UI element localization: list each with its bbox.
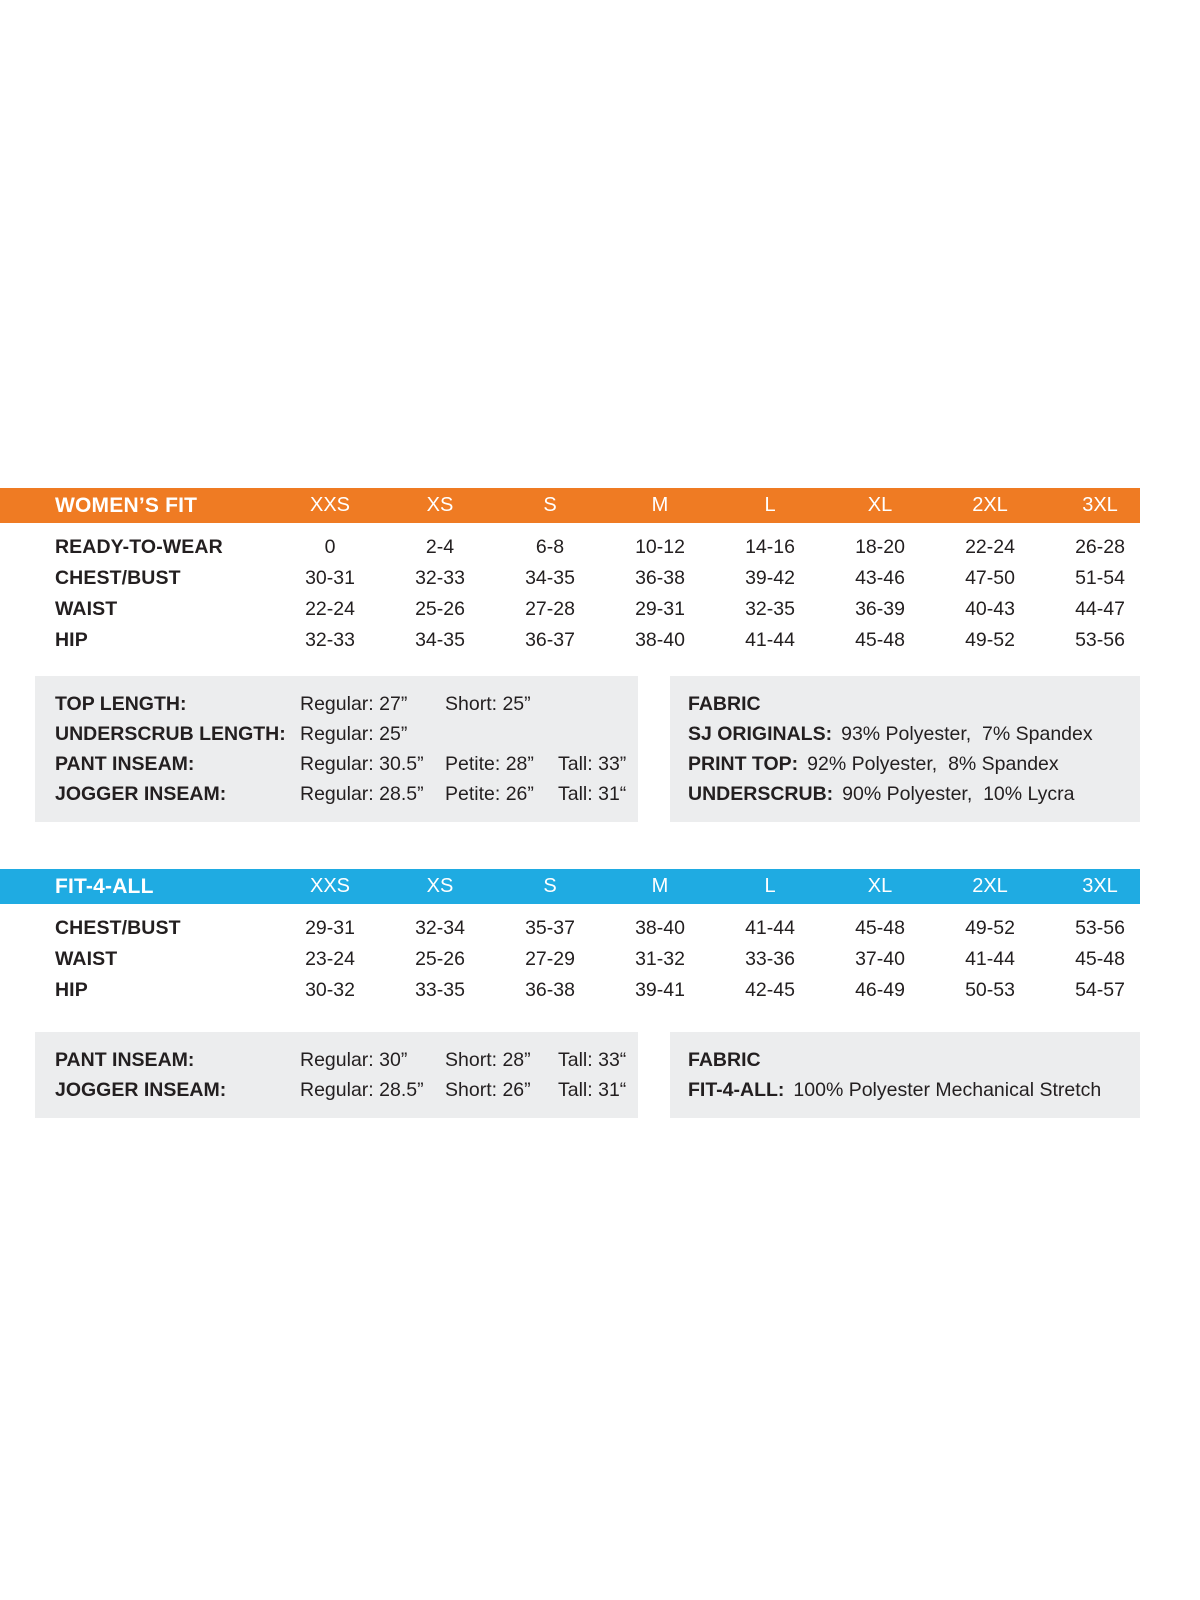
fabric-row-underscrub xyxy=(688,779,1140,809)
info-value: Short: 25” xyxy=(445,692,531,715)
fabric-value: 90% Polyester, 10% Lycra xyxy=(842,783,1075,805)
table-row-hip xyxy=(0,975,1200,1006)
cell: 32-33 xyxy=(305,629,355,651)
info-value: Tall: 33” xyxy=(558,752,627,775)
cell: 33-35 xyxy=(415,979,465,1001)
cell: 22-24 xyxy=(305,598,355,620)
table-row-chest-bust xyxy=(0,913,1200,944)
cell: 36-39 xyxy=(855,598,905,620)
row-label: HIP xyxy=(55,979,88,1001)
info-row-jogger-inseam xyxy=(55,1075,638,1105)
cell: 26-28 xyxy=(1075,536,1125,558)
info-value: Regular: 28.5” xyxy=(300,1078,424,1101)
cell: 41-44 xyxy=(745,917,795,939)
fabric-value: 93% Polyester, 7% Spandex xyxy=(841,723,1093,745)
info-label: JOGGER INSEAM: xyxy=(55,782,227,805)
size-column-header-xs: XS xyxy=(426,875,454,897)
cell: 45-48 xyxy=(855,629,905,651)
size-column-header-xl: XL xyxy=(867,494,893,516)
inseam-box xyxy=(35,1032,638,1118)
fit-4-all-section xyxy=(0,869,1200,1118)
cell: 47-50 xyxy=(965,567,1015,589)
cell: 34-35 xyxy=(525,567,575,589)
info-value: Petite: 28” xyxy=(445,752,534,775)
cell: 34-35 xyxy=(415,629,465,651)
size-column-header-3xl: 3XL xyxy=(1082,875,1118,897)
row-label: CHEST/BUST xyxy=(55,917,181,939)
cell: 41-44 xyxy=(745,629,795,651)
cell: 23-24 xyxy=(305,948,355,970)
fabric-label: UNDERSCRUB: xyxy=(688,783,834,805)
cell: 29-31 xyxy=(635,598,685,620)
info-value: Regular: 27” xyxy=(300,692,408,715)
info-label: TOP LENGTH: xyxy=(55,692,187,715)
cell: 29-31 xyxy=(305,917,355,939)
fabric-label: SJ ORIGINALS: xyxy=(688,723,833,745)
info-value: Regular: 25” xyxy=(300,722,408,745)
cell: 31-32 xyxy=(635,948,685,970)
cell: 49-52 xyxy=(965,629,1015,651)
fit-4-all-title: FIT-4-ALL xyxy=(55,874,154,898)
cell: 30-31 xyxy=(305,567,355,589)
fit-4-all-info-boxes xyxy=(35,1032,1200,1118)
cell: 51-54 xyxy=(1075,567,1125,589)
info-value: Tall: 31“ xyxy=(558,1078,627,1101)
cell: 49-52 xyxy=(965,917,1015,939)
info-value: Tall: 31“ xyxy=(558,782,627,805)
info-value: Petite: 26” xyxy=(445,782,534,805)
fabric-title: FABRIC xyxy=(688,1049,761,1071)
cell: 14-16 xyxy=(745,536,795,558)
fabric-row-print-top xyxy=(688,749,1140,779)
info-row-jogger-inseam xyxy=(55,779,638,809)
cell: 27-29 xyxy=(525,948,575,970)
cell: 25-26 xyxy=(415,948,465,970)
cell: 46-49 xyxy=(855,979,905,1001)
cell: 22-24 xyxy=(965,536,1015,558)
cell: 18-20 xyxy=(855,536,905,558)
cell: 10-12 xyxy=(635,536,685,558)
cell: 39-42 xyxy=(745,567,795,589)
cell: 32-34 xyxy=(415,917,465,939)
table-row-hip xyxy=(0,625,1200,656)
cell: 38-40 xyxy=(635,917,685,939)
cell: 36-38 xyxy=(635,567,685,589)
cell: 25-26 xyxy=(415,598,465,620)
fit-4-all-measurement-rows xyxy=(0,913,1200,1006)
fabric-row-sj-originals xyxy=(688,719,1140,749)
info-row-top-length xyxy=(55,689,638,719)
info-row-pant-inseam xyxy=(55,1045,638,1075)
womens-fit-section xyxy=(0,488,1200,822)
row-label: READY-TO-WEAR xyxy=(55,536,223,558)
cell: 32-35 xyxy=(745,598,795,620)
fabric-box xyxy=(670,676,1140,822)
cell: 39-41 xyxy=(635,979,685,1001)
cell: 41-44 xyxy=(965,948,1015,970)
cell: 27-28 xyxy=(525,598,575,620)
fabric-title: FABRIC xyxy=(688,693,761,715)
size-column-header-3xl: 3XL xyxy=(1082,494,1118,516)
info-value: Tall: 33“ xyxy=(558,1048,627,1071)
cell: 45-48 xyxy=(855,917,905,939)
info-label: PANT INSEAM: xyxy=(55,1048,195,1071)
table-row-chest-bust xyxy=(0,563,1200,594)
womens-fit-header-bar xyxy=(0,488,1140,523)
cell: 2-4 xyxy=(425,536,455,558)
womens-fit-measurement-rows xyxy=(0,532,1200,656)
size-column-header-s: S xyxy=(543,494,557,516)
cell: 30-32 xyxy=(305,979,355,1001)
info-value: Short: 28” xyxy=(445,1048,531,1071)
womens-fit-info-boxes xyxy=(35,676,1200,822)
length-inseam-box xyxy=(35,676,638,822)
row-label: HIP xyxy=(55,629,88,651)
info-value: Regular: 30.5” xyxy=(300,752,424,775)
cell: 6-8 xyxy=(535,536,565,558)
cell: 45-48 xyxy=(1075,948,1125,970)
info-value: Regular: 28.5” xyxy=(300,782,424,805)
cell: 53-56 xyxy=(1075,917,1125,939)
fabric-label: PRINT TOP: xyxy=(688,753,799,775)
cell: 32-33 xyxy=(415,567,465,589)
size-column-header-s: S xyxy=(543,875,557,897)
cell: 35-37 xyxy=(525,917,575,939)
size-column-header-xl: XL xyxy=(867,875,893,897)
cell: 53-56 xyxy=(1075,629,1125,651)
row-label: WAIST xyxy=(55,948,118,970)
cell: 0 xyxy=(324,536,336,558)
size-column-header-2xl: 2XL xyxy=(972,494,1008,516)
size-column-header-l: L xyxy=(764,875,776,897)
fabric-value: 92% Polyester, 8% Spandex xyxy=(807,753,1059,775)
cell: 38-40 xyxy=(635,629,685,651)
cell: 37-40 xyxy=(855,948,905,970)
fabric-row-fit-4-all xyxy=(688,1075,1140,1105)
cell: 40-43 xyxy=(965,598,1015,620)
size-column-header-l: L xyxy=(764,494,776,516)
cell: 33-36 xyxy=(745,948,795,970)
fabric-box xyxy=(670,1032,1140,1118)
size-column-header-m: M xyxy=(651,875,669,897)
cell: 54-57 xyxy=(1075,979,1125,1001)
size-column-header-m: M xyxy=(651,494,669,516)
cell: 50-53 xyxy=(965,979,1015,1001)
size-column-header-2xl: 2XL xyxy=(972,875,1008,897)
fit-4-all-header-bar xyxy=(0,869,1140,904)
size-column-header-xxs: XXS xyxy=(309,494,351,516)
fabric-value: 100% Polyester Mechanical Stretch xyxy=(793,1079,1102,1101)
size-column-header-xxs: XXS xyxy=(309,875,351,897)
info-value: Regular: 30” xyxy=(300,1048,408,1071)
cell: 36-38 xyxy=(525,979,575,1001)
info-label: JOGGER INSEAM: xyxy=(55,1078,227,1101)
info-value: Short: 26” xyxy=(445,1078,531,1101)
size-column-header-xs: XS xyxy=(426,494,454,516)
info-row-underscrub-length xyxy=(55,719,638,749)
cell: 43-46 xyxy=(855,567,905,589)
cell: 36-37 xyxy=(525,629,575,651)
info-label: UNDERSCRUB LENGTH: xyxy=(55,722,286,745)
row-label: CHEST/BUST xyxy=(55,567,181,589)
womens-fit-title: WOMEN’S FIT xyxy=(55,493,198,517)
cell: 42-45 xyxy=(745,979,795,1001)
info-label: PANT INSEAM: xyxy=(55,752,195,775)
table-row-waist xyxy=(0,594,1200,625)
fabric-label: FIT-4-ALL: xyxy=(688,1079,785,1101)
info-row-pant-inseam xyxy=(55,749,638,779)
cell: 44-47 xyxy=(1075,598,1125,620)
table-row-ready-to-wear xyxy=(0,532,1200,563)
table-row-waist xyxy=(0,944,1200,975)
row-label: WAIST xyxy=(55,598,118,620)
